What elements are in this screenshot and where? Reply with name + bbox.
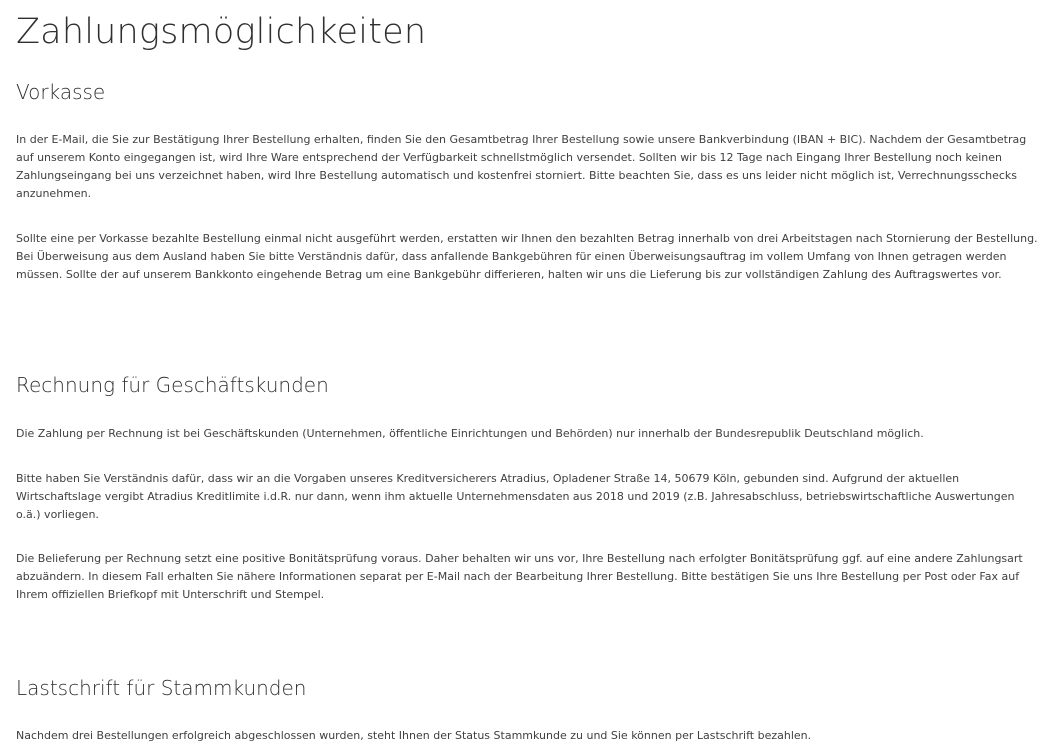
section-paragraph: In der E-Mail, die Sie zur Bestätigung Ihrer Bestellung erhalten, finden Sie den Gesamtbetrag Ihrer Bestellung sowie unsere Bankverbindung (IBAN + BIC). Nachdem der Gesamtbetrag auf unserem Konto eingegangen ist, wird Ihre Ware entsprechend der Verfügbarkeit schnellstmöglich versendet. Sollten wir bis 12 Tage nach Eingang Ihrer Bestellung noch keinen Zahlungseingang bei uns verzeichnet haben, wird Ihre Bestellung automatisch und kostenfrei storniert. Bitte beachten Sie, dass es uns leider nicht möglich ist, Verrechnungsschecks anzunehmen. (16, 133, 1027, 200)
section-paragraph: Nachdem drei Bestellungen erfolgreich abgeschlossen wurden, steht Ihnen der Status Stammkunde zu und Sie können per Lastschrift bezahlen. (16, 729, 812, 742)
section-paragraph: Die Belieferung per Rechnung setzt eine positive Bonitätsprüfung voraus. Daher behalten wir uns vor, Ihre Bestellung nach erfolgter Bonitätsprüfung ggf. auf eine andere Zahlungsart abzuändern. In diesem Fall erhalten Sie nähere Informationen separat per E-Mail nach der Bearbeitung Ihrer Bestellung. Bitte bestätigen Sie uns Ihre Bestellung per Post oder Fax auf Ihrem offiziellen Briefkopf mit Unterschrift und Stempel. (16, 552, 1023, 601)
section-heading-lastschrift: Lastschrift für Stammkunden (16, 676, 307, 700)
section-paragraph: Sollte eine per Vorkasse bezahlte Bestellung einmal nicht ausgeführt werden, erstatten wir Ihnen den bezahlten Betrag innerhalb von drei Arbeitstagen nach Stornierung der Bestellung. Bei Überweisung aus dem Ausland haben Sie bitte Verständnis dafür, dass anfallende Bankgebühren für einen Überweisungsauftrag im vollem Umfang von Ihnen getragen werden müssen. Sollte der auf unserem Bankkonto eingehende Betrag um eine Bankgebühr differieren, halten wir uns die Lieferung bis zur vollständigen Zahlung des Auftragswertes vor. (16, 232, 1038, 281)
page-title: Zahlungsmöglichkeiten (16, 12, 427, 52)
section-paragraph: Die Zahlung per Rechnung ist bei Geschäftskunden (Unternehmen, öffentliche Einrichtungen und Behörden) nur innerhalb der Bundesrepublik Deutschland möglich. (16, 427, 924, 440)
section-paragraph: Bitte haben Sie Verständnis dafür, dass wir an die Vorgaben unseres Kreditversicherers Atradius, Opladener Straße 14, 50679 Köln, gebunden sind. Aufgrund der aktuellen Wirtschaftslage vergibt Atradius Kreditlimite i.d.R. nur dann, wenn ihm aktuelle Unternehmensdaten aus 2018 und 2019 (z.B. Jahresabschluss, betriebswirtschaftliche Auswertungen o.ä.) vorliegen. (16, 472, 1015, 521)
section-heading-vorkasse: Vorkasse (16, 80, 106, 104)
section-heading-rechnung: Rechnung für Geschäftskunden (16, 373, 329, 397)
